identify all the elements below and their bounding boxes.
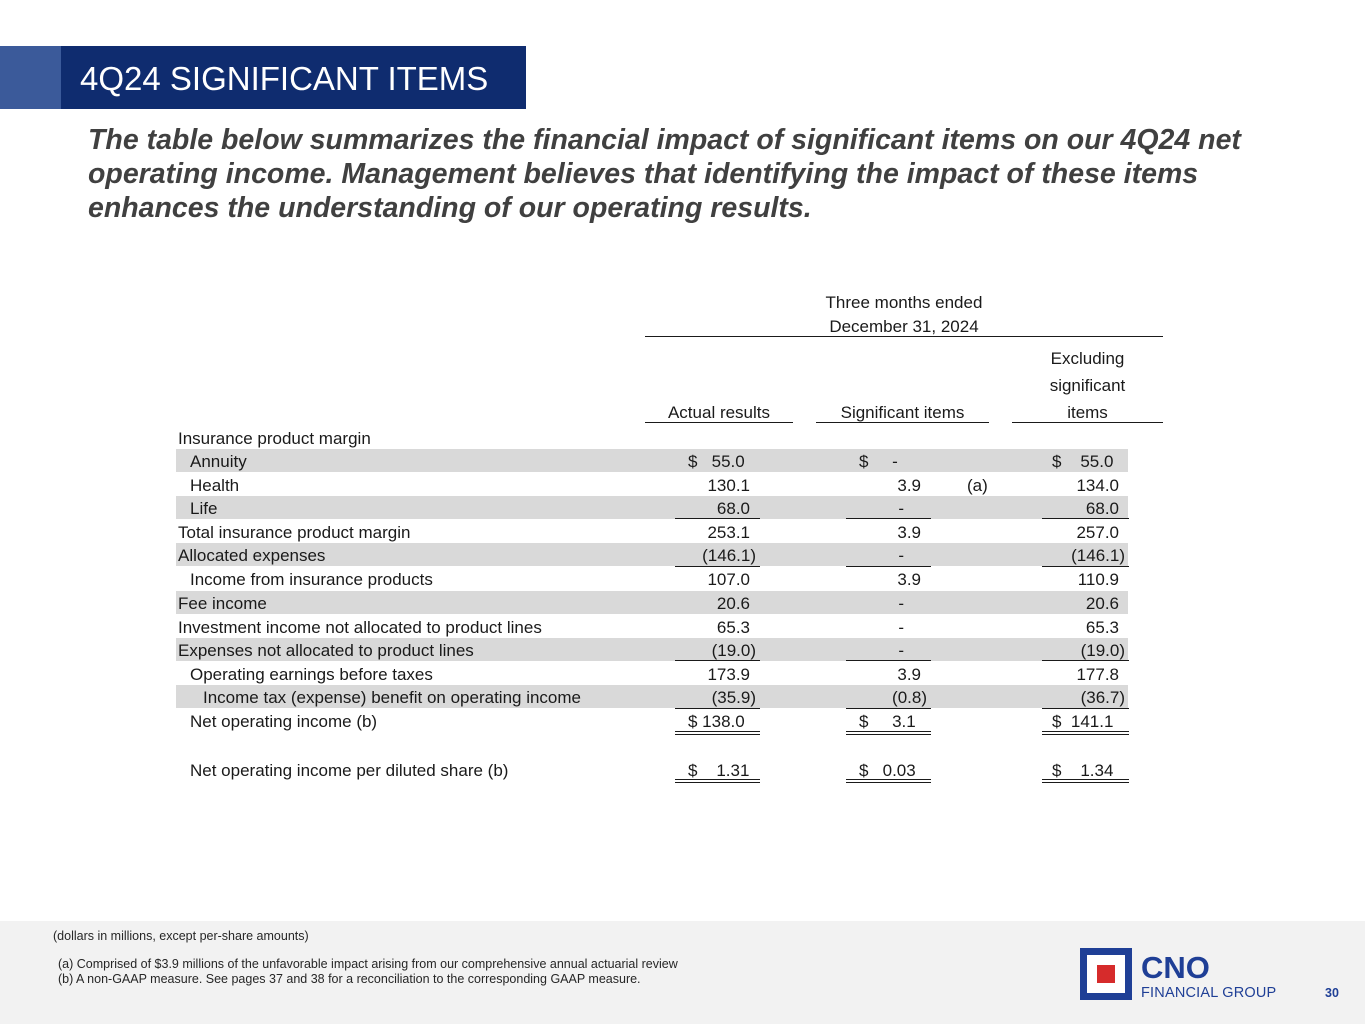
col-excl-line-1: Excluding	[1050, 349, 1125, 368]
row-label: Net operating income (b)	[190, 712, 378, 731]
row-label: Income tax (expense) benefit on operating income	[203, 688, 582, 707]
total-double-rule	[846, 731, 931, 735]
actual-value: 65.3	[716, 618, 750, 637]
excluding-value: (146.1)	[1071, 546, 1125, 565]
total-double-rule	[675, 779, 760, 783]
subtotal-rule	[846, 708, 931, 709]
period-line-2: December 31, 2024	[829, 317, 979, 336]
row-label: Investment income not allocated to product lines	[178, 618, 542, 637]
row-label: Operating earnings before taxes	[190, 665, 433, 684]
significant-value: -	[898, 594, 904, 613]
eps-actual-value: $ 1.31	[688, 761, 750, 780]
row-label: Allocated expenses	[178, 546, 326, 565]
excluding-value: (36.7)	[1080, 688, 1125, 707]
col-excl-underline	[1012, 422, 1163, 423]
significant-value: -	[898, 499, 904, 518]
actual-value: (146.1)	[702, 546, 756, 565]
total-double-rule	[1042, 731, 1129, 735]
significant-value: 3.9	[897, 570, 921, 589]
actual-value: $ 138.0	[688, 712, 745, 731]
col-excl-line-3: items	[1067, 403, 1108, 422]
excluding-value: 110.9	[1077, 570, 1119, 589]
period-underline	[645, 336, 1163, 337]
actual-value: (19.0)	[711, 641, 756, 660]
col-actual-underline	[645, 422, 793, 423]
footnote-a: (a) Comprised of $3.9 millions of the unfavorable impact arising from our comprehensive annual actuarial review	[58, 957, 678, 971]
section-label: Insurance product margin	[178, 429, 371, 448]
subtotal-rule	[1042, 566, 1129, 567]
excluding-value: $ 141.1	[1052, 712, 1114, 731]
row-label: Total insurance product margin	[178, 523, 411, 542]
page-number: 30	[1325, 986, 1339, 1000]
total-double-rule	[846, 779, 931, 783]
row-label: Life	[190, 499, 218, 518]
row-band-annuity	[176, 449, 1128, 472]
significant-value: 3.9	[897, 476, 921, 495]
eps-excluding-value: $ 1.34	[1052, 761, 1114, 780]
excluding-value: 177.8	[1076, 665, 1119, 684]
col-excl-line-2: significant	[1049, 376, 1126, 395]
subtotal-rule	[1042, 660, 1129, 661]
significant-value: 3.9	[897, 665, 921, 684]
cno-logo-mark	[1080, 948, 1132, 1000]
actual-value: 20.6	[716, 594, 750, 613]
footnote-marker-a: (a)	[967, 476, 988, 495]
subtotal-rule	[675, 518, 760, 519]
logo-wordmark: CNO	[1141, 950, 1210, 985]
logo-subtitle: FINANCIAL GROUP	[1141, 985, 1277, 1001]
excluding-value: 257.0	[1076, 523, 1119, 542]
logo-red-square	[1097, 965, 1115, 983]
significant-value: -	[898, 641, 904, 660]
units-note: (dollars in millions, except per-share amounts)	[53, 929, 309, 943]
actual-value: 253.1	[707, 523, 750, 542]
row-label: Expenses not allocated to product lines	[178, 641, 474, 660]
excluding-value: 20.6	[1085, 594, 1119, 613]
subtotal-rule	[1042, 518, 1129, 519]
footnote-b: (b) A non-GAAP measure. See pages 37 and 38 for a reconciliation to the corresponding GAAP measure.	[58, 972, 641, 986]
excluding-value: 65.3	[1085, 618, 1119, 637]
subtotal-rule	[1042, 708, 1129, 709]
col-significant-underline	[816, 422, 989, 423]
actual-value: 107.0	[707, 570, 750, 589]
subtotal-rule	[675, 566, 760, 567]
significant-value: (0.8)	[892, 688, 927, 707]
actual-value: 68.0	[716, 499, 750, 518]
page-title: 4Q24 SIGNIFICANT ITEMS	[80, 60, 489, 97]
actual-value: (35.9)	[711, 688, 756, 707]
col-significant-header: Significant items	[840, 403, 965, 422]
significant-value: -	[898, 618, 904, 637]
subtotal-rule	[846, 566, 931, 567]
excluding-value: $ 55.0	[1052, 452, 1114, 471]
intro-paragraph: The table below summarizes the financial impact of significant items on our 4Q24 net operating income. Management believes that identifying the impact of these items enhances the understanding of our operating results.	[88, 124, 1241, 224]
excluding-value: 134.0	[1076, 476, 1119, 495]
eps-label: Net operating income per diluted share (b)	[190, 761, 509, 780]
excluding-value: 68.0	[1085, 499, 1119, 518]
row-label: Annuity	[190, 452, 247, 471]
significant-value: 3.9	[897, 523, 921, 542]
eps-significant-value: $ 0.03	[859, 761, 916, 780]
col-actual-header: Actual results	[667, 403, 771, 422]
actual-value: 130.1	[707, 476, 750, 495]
total-double-rule	[675, 731, 760, 735]
period-line-1: Three months ended	[825, 293, 983, 312]
subtotal-rule	[846, 518, 931, 519]
excluding-value: (19.0)	[1080, 641, 1125, 660]
subtotal-rule	[675, 660, 760, 661]
actual-value: $ 55.0	[688, 452, 745, 471]
actual-value: 173.9	[707, 665, 750, 684]
significant-value: $ 3.1	[859, 712, 916, 731]
significant-value: $ -	[859, 452, 898, 471]
subtotal-rule	[846, 660, 931, 661]
significant-value: -	[898, 546, 904, 565]
subtotal-rule	[675, 708, 760, 709]
row-label: Fee income	[178, 594, 267, 613]
row-label: Income from insurance products	[190, 570, 433, 589]
row-label: Health	[190, 476, 240, 495]
total-double-rule	[1042, 779, 1129, 783]
